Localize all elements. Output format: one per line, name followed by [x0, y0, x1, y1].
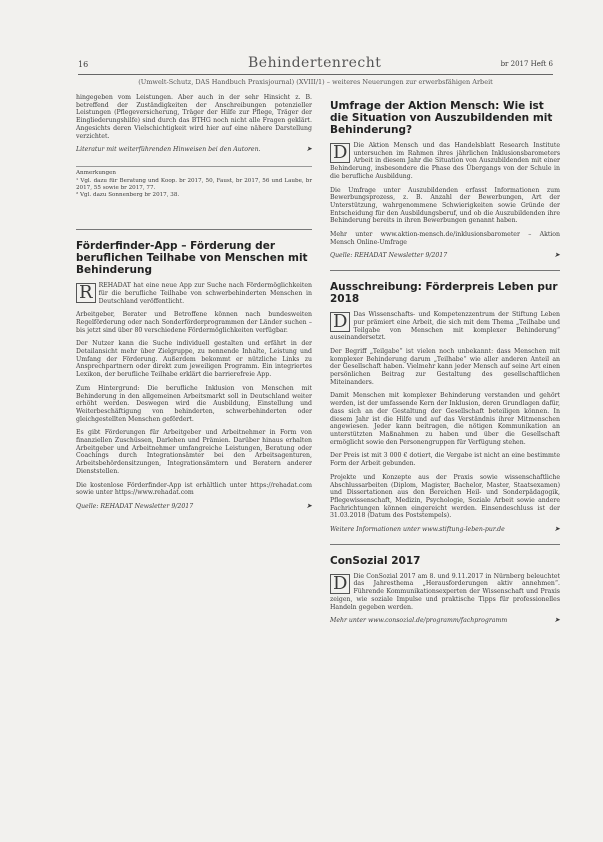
- drop-cap: D: [330, 574, 350, 594]
- page-number: 16: [78, 60, 89, 69]
- end-arrow-icon: ➤: [554, 616, 560, 625]
- article-paragraph: Die kostenlose Förderfinder-App ist erhältlich unter https://rehadat.com sowie unter https://www.rehadat.com: [76, 481, 312, 497]
- article-paragraph: Zum Hintergrund: Die berufliche Inklusion von Menschen mit Behinderung in den allgemeinen Arbeitsmarkt soll in Deutschland weiter erhöht werden. Deswegen wird die Ausbildung, Einstellung und Weiterbeschäftigung von behinderten, schwerbehinderten oder gleichgestellten Menschen gefördert.: [76, 384, 312, 423]
- intro-paragraph: hingegeben vom Leistungen. Aber auch in der sehr Hinsicht z. B. betreffend der Zuständigkeiten der Anschreibungen potenzieller Leistungen (Pflegeversicherung, Träger der Hilfe zur Pflege, Träger der Eingliederungshilfe) sind durch das BTHG noch nicht alle Fragen geklärt. Angesichts deren Vielschichtigkeit wird hier auf eine nähere Darstellung verzichtet.: [76, 94, 312, 140]
- article-paragraph: [76, 282, 312, 305]
- footnotes-label: Anmerkungen: [76, 169, 117, 176]
- article-paragraph: Die Umfrage unter Auszubildenden erfasst Informationen zum Bewerbungsprozess, z. B. Anzahl der Bewerbungen, Art der Unterstützung, wahrgenommene Schwierigkeiten sowie Gründe der Entscheidung für den Ausbildungsberuf, und ob die Auszubildenden ihre Behinderung bereits in ihren Bewerbungen genannt haben.: [330, 186, 560, 225]
- article-text: Die ConSozial 2017 am 8. und 9.11.2017 in Nürnberg beleuchtet das Jahresthema „Herausforderungen aktiv annehmen“. Führende Kommunikationsexperten der Wissenschaft und Praxis zeigen, wie soziale Impulse und praktische Tipps für professionelles Handeln gegeben werden.: [330, 572, 560, 611]
- article-paragraph: [330, 311, 560, 342]
- article-paragraph: Damit Menschen mit komplexer Behinderung verstanden und gehört werden, ist der umfassende Kern der Inklusion, deren Grundlagen dafür, dass sich an der Gestaltung der Gesellschaft beteiligen können. In diesem Jahr ist die Hilfe und auf das Verständnis ihrer Mitmenschen angewiesen. Jeder kann beitragen, die nötigen Kommunikation an unterstützten Maßnahmen zu haben und über die Gesellschaft ermöglicht sowie den Personengruppen für Verfügung stehen.: [330, 392, 560, 446]
- article-source-text: Quelle: REHADAT Newsletter 9/2017: [330, 252, 448, 260]
- header-subtitle: (Umwelt-Schutz, DAS Handbuch Praxisjournal) (XVIII/1) – weiteres Neuerungen zur erwerbsfähigen Arbeit: [138, 78, 493, 86]
- article-title-foerderfinder: Förderfinder-App – Förderung der beruflichen Teilhabe von Menschen mit Behinderung: [76, 240, 308, 277]
- footnote-2: ² Vgl. dazu Sonnenberg br 2017, 38.: [76, 192, 180, 199]
- end-arrow-icon: ➤: [554, 251, 560, 260]
- drop-cap: R: [76, 283, 96, 303]
- drop-cap: D: [330, 143, 350, 163]
- footnotes: [76, 166, 312, 199]
- article-source: [330, 252, 560, 260]
- article-paragraph: Projekte und Konzepte aus der Praxis sowie wissenschaftliche Abschlussarbeiten (Diplom, Magister, Bachelor, Master, Staatsexamen) und Dissertationen aus den Bereichen Heil- und Sonderpädagogik, Pflegewissenschaft, Medizin, Psychologie, Soziale Arbeit sowie andere Fachrichtungen können eingereicht werden. Einsendeschluss ist der 31.03.2018 (Datum des Poststempels).: [330, 473, 560, 520]
- article-link-text[interactable]: Weitere Informationen unter www.stiftung-leben-pur.de: [330, 526, 505, 534]
- divider: [330, 270, 560, 271]
- article-source-text: Quelle: REHADAT Newsletter 9/2017: [76, 502, 194, 510]
- article-title-consozial: ConSozial 2017: [330, 554, 421, 567]
- article-paragraph: Der Preis ist mit 3 000 € dotiert, die Vergabe ist nicht an eine bestimmte Form der Arbeit gebunden.: [330, 452, 560, 468]
- article-paragraph: Der Begriff „Teilgabe“ ist vielen noch unbekannt: dass Menschen mit komplexer Behinderung darum „Teilhabe“ wie aller anderen Anteil an der Gesellschaft haben. Vielmehr kann jeder Mensch auf seine Art einen persönlichen Beitrag zur Gestaltung des gesellschaftlichen Miteinanders.: [330, 347, 560, 386]
- divider: [76, 229, 312, 230]
- article-text: Das Wissenschafts- und Kompetenzzentrum der Stiftung Leben pur prämiert eine Arbeit, die sich mit dem Thema „Teilhabe und Teilgabe von Menschen mit komplexer Behinderung“ auseinandersetzt.: [330, 311, 560, 342]
- article-paragraph: Der Nutzer kann die Suche individuell gestalten und erfährt in der Detailansicht mehr über Zielgruppe, zu nennende Inhalte, Leistung und Umfang der Förderung. Außerdem bekommt er nützliche Links zu Ansprechpartnern oder direkt zum jeweiligen Programm. Ein integriertes Lexikon, der berufliche Teilhabe erklärt die barrierefreie App.: [76, 340, 312, 379]
- end-arrow-icon: ➤: [554, 525, 560, 534]
- article-paragraph: Es gibt Förderungen für Arbeitgeber und Arbeitnehmer in Form von finanziellen Zuschüssen, Darlehen und Prämien. Darüber hinaus erhalten Arbeitgeber und Arbeitnehmer umfangreiche Leistungen, Beratung oder Coachings durch Integrationsämter bei den Arbeitsagenturen, Arbeitsbehördensitzungen, Integrationsämtern und Beratern anderer Dienststellen.: [76, 429, 312, 475]
- article-link[interactable]: [330, 526, 560, 534]
- article-paragraph: [330, 573, 560, 612]
- end-arrow-icon: ➤: [306, 145, 312, 154]
- issue-label: br 2017 Heft 6: [500, 60, 553, 68]
- intro-source: [76, 146, 312, 154]
- article-paragraph: Arbeitgeber, Berater und Betroffene können nach bundesweiten Regelförderung oder nach Sonderförderprogrammen der Länder suchen – bis jetzt sind über 80 verschiedene Fördermöglichkeiten verfügbar.: [76, 311, 312, 334]
- article-title-umfrage: Umfrage der Aktion Mensch: Wie ist die Situation von Auszubildenden mit Behinderung?: [330, 100, 553, 136]
- end-arrow-icon: ➤: [306, 501, 312, 510]
- article-paragraph: Mehr unter www.aktion-mensch.de/inklusionsbarometer – Aktion Mensch Online-Umfrage: [330, 231, 560, 246]
- drop-cap: D: [330, 312, 350, 332]
- divider: [330, 544, 560, 545]
- right-column: [330, 100, 560, 625]
- article-source: [76, 503, 312, 511]
- article-paragraph: [330, 142, 560, 181]
- article-link-text[interactable]: Mehr unter www.consozial.de/programm/fachprogramm: [330, 617, 508, 625]
- footnote-1: ¹ Vgl. dazu für Beratung und Koop. br 2017, 50, Faust, br 2017, 56 und Laube, br 2017, 55 sowie br 2017, 77.: [76, 177, 312, 191]
- left-column: [76, 94, 312, 511]
- article-link[interactable]: [330, 617, 560, 625]
- journal-title: Behindertenrecht: [248, 55, 382, 71]
- intro-source-text: Literatur mit weiterführenden Hinweisen bei den Autoren.: [76, 146, 261, 154]
- article-text: Die Aktion Mensch und das Handelsblatt Research Institute untersuchen im Rahmen ihres jährlichen Inklusionsbarometers Arbeit in diesem Jahr die Situation von Auszubildenden mit einer Behinderung, insbesondere die Phase des Übergangs von der Schule in die berufliche Ausbildung.: [330, 142, 560, 180]
- article-text: REHADAT hat eine neue App zur Suche nach Fördermöglichkeiten für die berufliche Teilhabe von schwerbehinderten Menschen in Deutschland veröffentlicht.: [98, 282, 312, 305]
- page-header: [78, 55, 553, 75]
- article-title-foerderpreis: Ausschreibung: Förderpreis Leben pur 2018: [330, 281, 558, 306]
